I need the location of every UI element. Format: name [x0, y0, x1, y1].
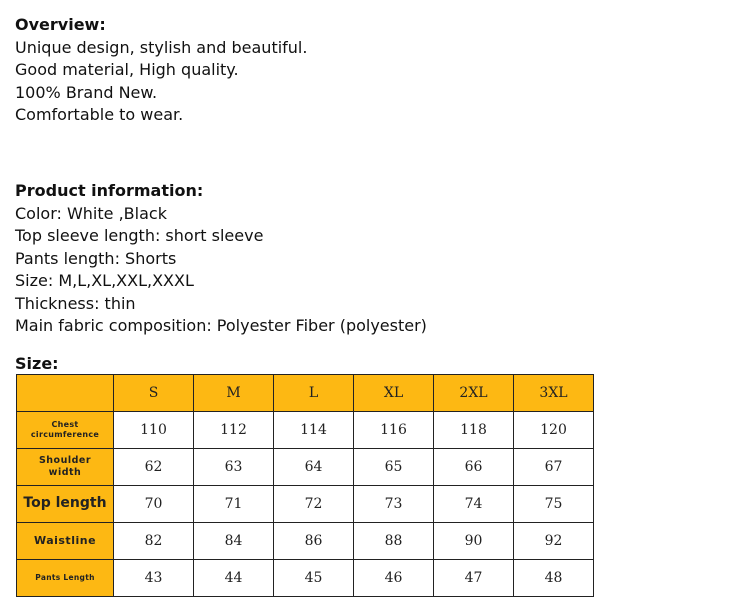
table-cell: 86	[274, 523, 354, 560]
size-column-header: L	[274, 375, 354, 412]
table-cell: 62	[114, 449, 194, 486]
row-label-line: Top length	[23, 495, 107, 512]
table-cell: 74	[434, 486, 514, 523]
product-info-line: Size: M,L,XL,XXL,XXXL	[15, 271, 194, 290]
table-cell: 92	[514, 523, 594, 560]
product-info-line: Thickness: thin	[15, 293, 136, 313]
size-heading: Size:	[15, 354, 59, 373]
product-info-section	[15, 180, 427, 338]
size-header-row	[17, 375, 594, 412]
row-label-line: width	[48, 467, 82, 478]
table-cell: 84	[194, 523, 274, 560]
table-cell: 82	[114, 523, 194, 560]
row-label-line: circumference	[30, 430, 100, 439]
size-chart-table	[16, 374, 594, 597]
table-cell: 110	[114, 412, 194, 449]
overview-line: Unique design, stylish and beautiful.	[15, 37, 308, 57]
table-cell: 44	[194, 560, 274, 597]
table-cell: 45	[274, 560, 354, 597]
table-cell: 114	[274, 412, 354, 449]
table-cell: 71	[194, 486, 274, 523]
table-cell: 67	[514, 449, 594, 486]
row-label-pants-length	[17, 560, 114, 597]
overview-heading: Overview:	[15, 15, 106, 34]
table-cell: 90	[434, 523, 514, 560]
size-column-header: S	[114, 375, 194, 412]
table-row	[17, 412, 594, 449]
product-info-line: Main fabric composition: Polyester Fiber (polyester)	[15, 316, 427, 335]
table-row	[17, 449, 594, 486]
row-label-line: Shoulder	[38, 455, 92, 467]
table-cell: 73	[354, 486, 434, 523]
table-row	[17, 560, 594, 597]
row-label-top-length	[17, 486, 114, 523]
row-label-line: Pants Length	[35, 573, 95, 583]
table-cell: 112	[194, 412, 274, 449]
product-info-line: Pants length: Shorts	[15, 248, 177, 268]
table-cell: 70	[114, 486, 194, 523]
overview-line: Comfortable to wear.	[15, 105, 184, 124]
table-cell: 118	[434, 412, 514, 449]
row-label-shoulder	[17, 449, 114, 486]
table-cell: 116	[354, 412, 434, 449]
table-cell: 120	[514, 412, 594, 449]
table-cell: 72	[274, 486, 354, 523]
table-row	[17, 523, 594, 560]
table-cell: 66	[434, 449, 514, 486]
row-label-line: Waistline	[33, 534, 97, 548]
size-column-header: 3XL	[514, 375, 594, 412]
table-cell: 65	[354, 449, 434, 486]
table-corner-cell	[17, 375, 114, 412]
table-cell: 63	[194, 449, 274, 486]
size-column-header: M	[194, 375, 274, 412]
product-info-heading: Product information:	[15, 181, 204, 200]
table-cell: 46	[354, 560, 434, 597]
size-column-header: XL	[354, 375, 434, 412]
overview-line: 100% Brand New.	[15, 82, 158, 102]
size-column-header: 2XL	[434, 375, 514, 412]
overview-line: Good material, High quality.	[15, 60, 239, 79]
row-label-chest	[17, 412, 114, 449]
row-label-line: Chest	[51, 420, 79, 429]
table-cell: 47	[434, 560, 514, 597]
table-cell: 88	[354, 523, 434, 560]
table-cell: 75	[514, 486, 594, 523]
table-cell: 48	[514, 560, 594, 597]
row-label-waistline	[17, 523, 114, 560]
table-row	[17, 486, 594, 523]
overview-section	[15, 14, 307, 127]
table-cell: 64	[274, 449, 354, 486]
table-cell: 43	[114, 560, 194, 597]
product-info-line: Color: White ,Black	[15, 203, 167, 223]
product-info-line: Top sleeve length: short sleeve	[15, 226, 264, 245]
